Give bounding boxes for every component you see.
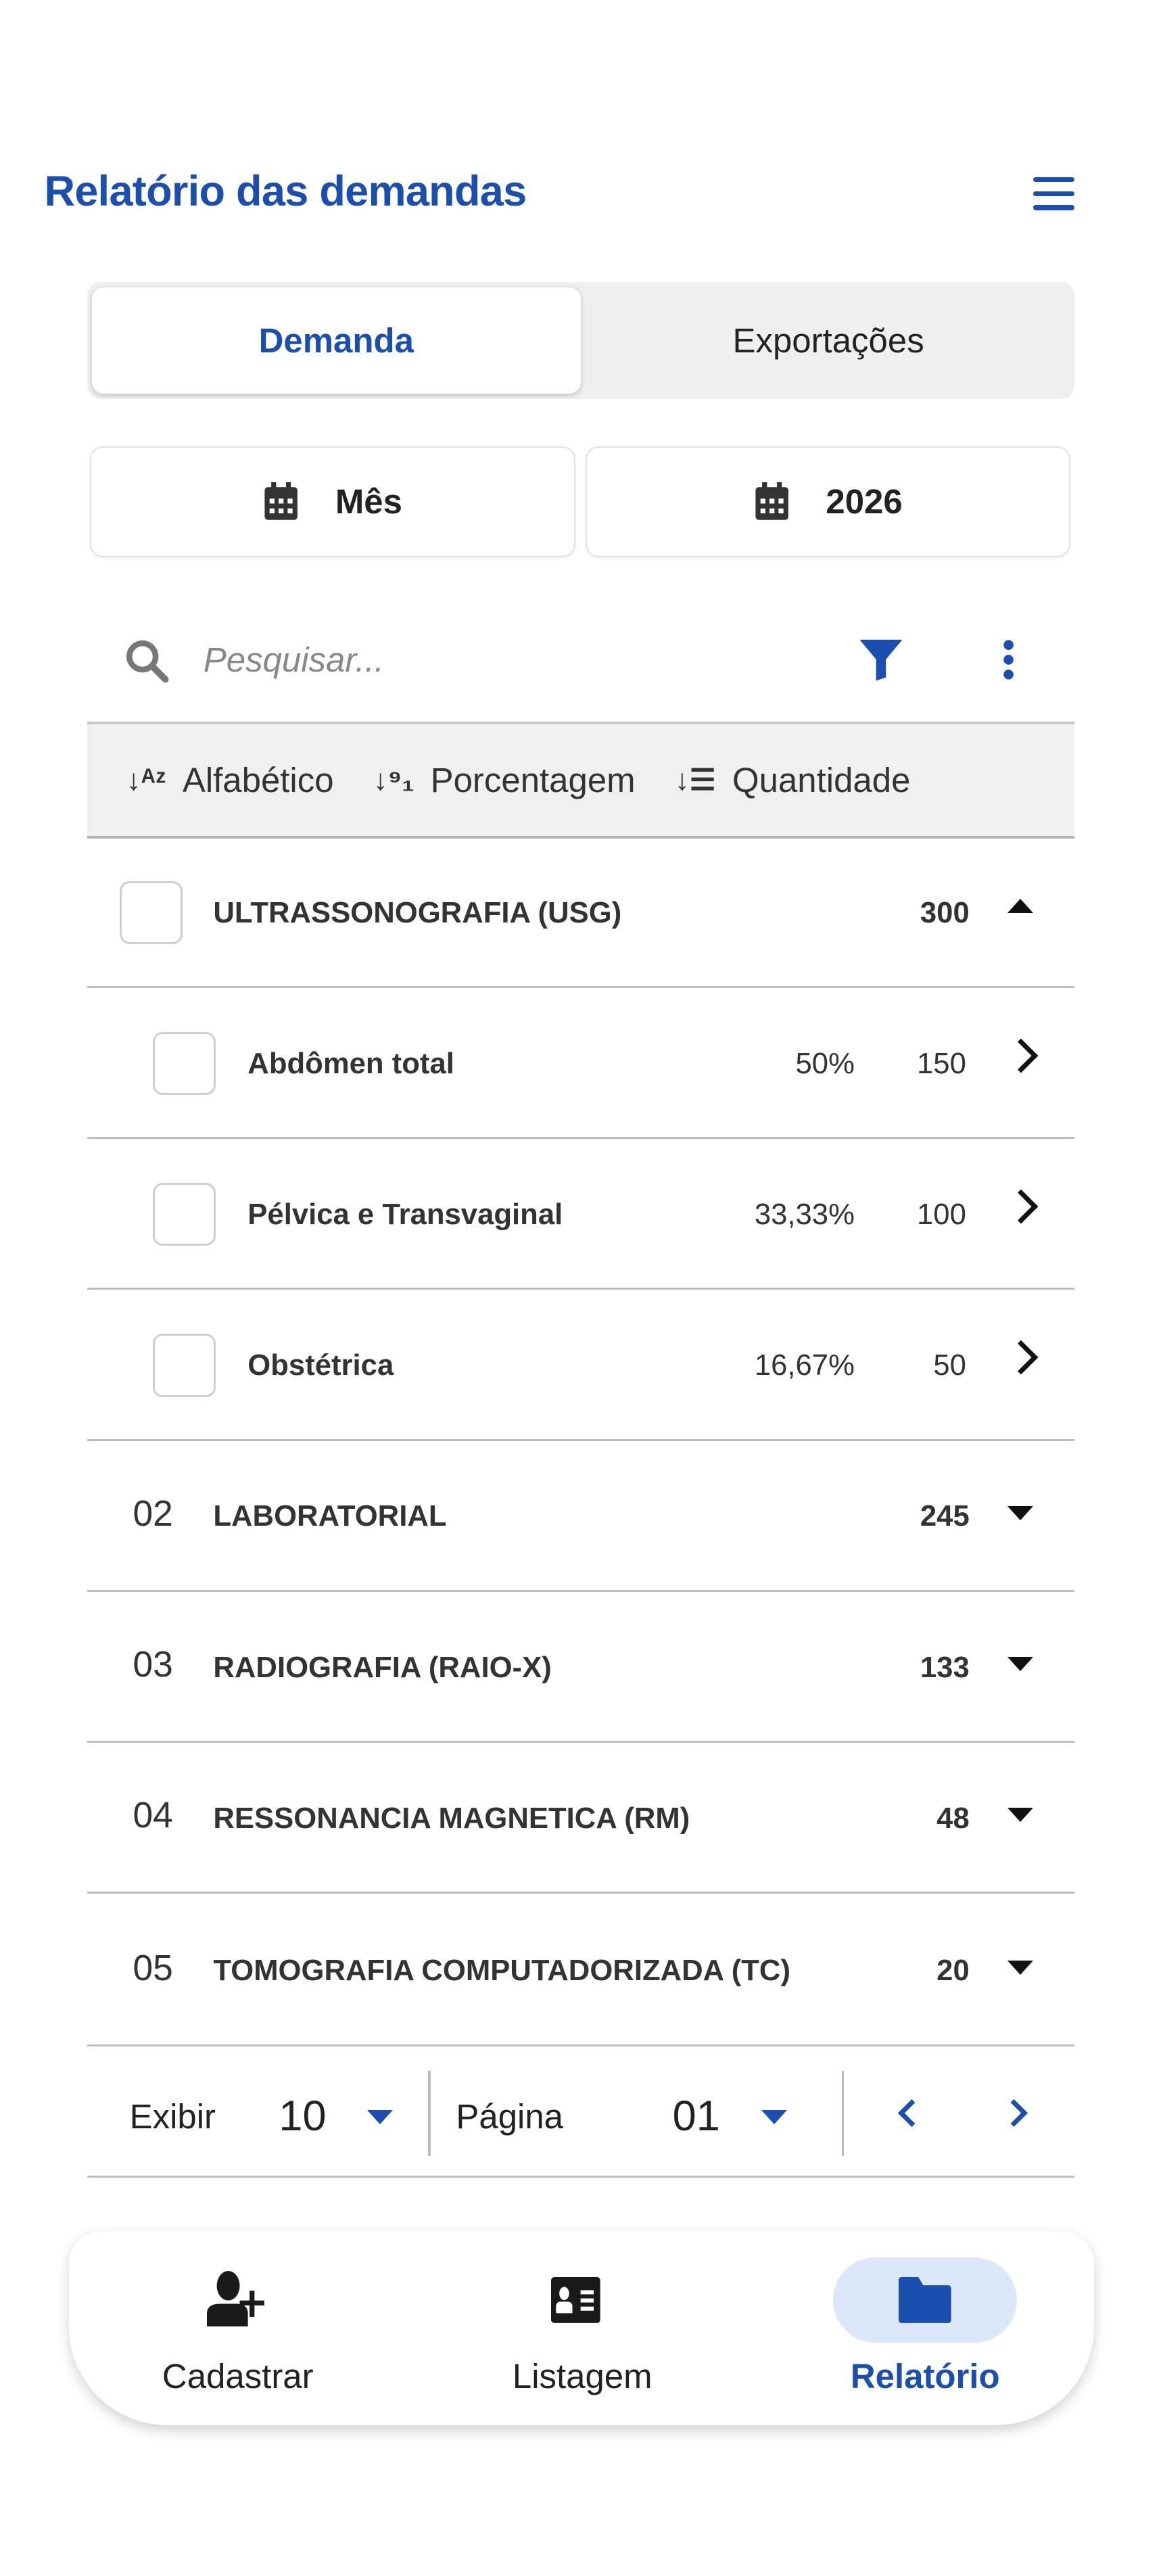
calendar-icon <box>754 482 790 521</box>
list-item[interactable]: Obstétrica 16,67% 50 <box>87 1290 1074 1441</box>
sort-numeric-icon: ↓⁹₁ <box>373 763 414 797</box>
month-button[interactable] <box>90 446 575 557</box>
nav-relatorio[interactable]: Relatório <box>761 2231 1089 2425</box>
page-select[interactable]: 01 <box>672 2092 720 2140</box>
nav-cadastrar[interactable]: Cadastrar <box>74 2231 402 2425</box>
caret-down-icon[interactable] <box>761 2110 787 2124</box>
id-card-icon <box>551 2277 600 2323</box>
hamburger-icon[interactable] <box>1033 177 1074 210</box>
month-label: Mês <box>335 482 402 521</box>
tab-exportacoes[interactable]: Exportações <box>732 321 924 360</box>
chevron-right-icon[interactable] <box>1003 1190 1038 1224</box>
bottom-nav <box>69 2231 1094 2425</box>
chevron-left-icon[interactable] <box>898 2099 926 2127</box>
chevron-right-icon[interactable] <box>1003 1038 1038 1073</box>
page-size-select[interactable]: 10 <box>279 2092 327 2140</box>
list-item[interactable]: Pélvica e Transvaginal 33,33% 100 <box>87 1139 1074 1290</box>
chevron-right-icon[interactable] <box>1000 2099 1028 2127</box>
divider <box>842 2071 845 2156</box>
sort-amount-icon: ↓☰ <box>674 764 716 797</box>
search-input[interactable]: Pesquisar... <box>203 640 384 680</box>
more-options-icon[interactable] <box>999 638 1018 681</box>
sort-percentage[interactable]: ↓⁹₁ Porcentagem <box>373 761 636 800</box>
sort-quantity[interactable]: ↓☰ Quantidade <box>674 761 911 800</box>
caret-down-icon[interactable] <box>1007 1808 1033 1822</box>
year-label: 2026 <box>826 482 903 521</box>
sort-az-icon: ↓ᴬᶻ <box>126 763 166 797</box>
list-item[interactable]: Abdômen total 50% 150 <box>87 987 1074 1139</box>
user-plus-icon <box>207 2271 276 2326</box>
sort-header <box>87 722 1074 839</box>
tab-bar <box>87 282 1074 398</box>
folder-icon <box>899 2277 951 2323</box>
divider <box>428 2071 431 2156</box>
nav-listagem[interactable]: Listagem <box>419 2231 746 2425</box>
caret-up-icon[interactable] <box>1007 899 1033 913</box>
search-icon <box>124 638 170 684</box>
checkbox[interactable] <box>120 881 183 944</box>
sort-alphabetical[interactable]: ↓ᴬᶻ Alfabético <box>126 761 334 800</box>
checkbox[interactable] <box>153 1334 216 1397</box>
page-title: Relatório das demandas <box>44 168 527 216</box>
checkbox[interactable] <box>153 1032 216 1095</box>
year-button[interactable] <box>586 446 1070 557</box>
search-bar <box>87 604 1074 722</box>
chevron-right-icon[interactable] <box>1003 1340 1038 1375</box>
checkbox[interactable] <box>153 1183 216 1246</box>
caret-down-icon[interactable] <box>367 2110 393 2124</box>
group-row[interactable]: 02 LABORATORIAL 245 <box>87 1441 1074 1592</box>
calendar-icon <box>263 482 299 521</box>
filter-icon[interactable] <box>858 636 904 682</box>
tab-demanda[interactable]: Demanda <box>92 287 581 394</box>
caret-down-icon[interactable] <box>1007 1961 1033 1975</box>
group-row[interactable]: 04 RESSONANCIA MAGNETICA (RM) 48 <box>87 1742 1074 1894</box>
caret-down-icon[interactable] <box>1007 1506 1033 1520</box>
group-row[interactable]: 03 RADIOGRAFIA (RAIO-X) 133 <box>87 1591 1074 1743</box>
pagination: Exibir 10 Página 01 <box>87 2048 1074 2178</box>
caret-down-icon[interactable] <box>1007 1657 1033 1671</box>
group-row[interactable]: 05 TOMOGRAFIA COMPUTADORIZADA (TC) 20 <box>87 1895 1074 2046</box>
group-row[interactable]: ULTRASSONOGRAFIA (USG) 300 <box>87 837 1074 988</box>
